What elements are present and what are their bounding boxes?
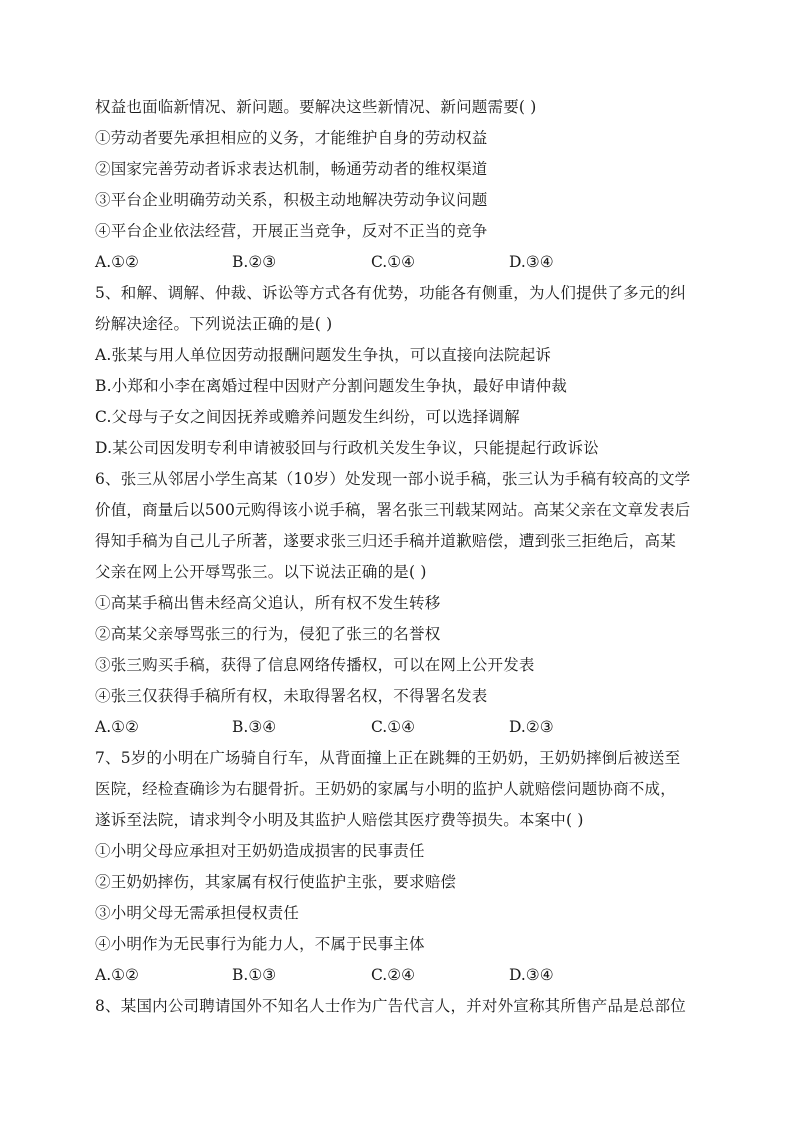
q6-statement-2: ②高某父亲辱骂张三的行为，侵犯了张三的名誉权: [95, 625, 441, 643]
q6-stem-line-2: 价值，商量后以500元购得该小说手稿，署名张三刊载某网站。高某父亲在文章发表后: [95, 501, 691, 519]
q6-option-b[interactable]: B.③④: [232, 718, 277, 736]
q7-statement-4: ④小明作为无民事行为能力人，不属于民事主体: [95, 935, 425, 953]
q5-option-d[interactable]: D.某公司因发明专利申请被驳回与行政机关发生争议，只能提起行政诉讼: [95, 439, 599, 457]
q4-statement-4: ④平台企业依法经营，开展正当竞争，反对不正当的竞争: [95, 222, 488, 240]
q6-statement-3: ③张三购买手稿，获得了信息网络传播权，可以在网上公开发表: [95, 656, 535, 674]
q4-statement-2: ②国家完善劳动者诉求表达机制，畅通劳动者的维权渠道: [95, 160, 488, 178]
q7-statement-3: ③小明父母无需承担侵权责任: [95, 904, 300, 922]
q7-option-c[interactable]: C.②④: [371, 966, 416, 984]
q5-option-b[interactable]: B.小郑和小李在离婚过程中因财产分割问题发生争执，最好申请仲裁: [95, 377, 568, 395]
q7-statement-1: ①小明父母应承担对王奶奶造成损害的民事责任: [95, 842, 425, 860]
q4-statement-3: ③平台企业明确劳动关系，积极主动地解决劳动争议问题: [95, 191, 488, 209]
q6-options-row: [95, 717, 705, 737]
q4-option-b[interactable]: B.②③: [232, 253, 277, 271]
q5-option-c[interactable]: C.父母与子女之间因抚养或赡养问题发生纠纷，可以选择调解: [95, 408, 520, 426]
q4-option-a[interactable]: A.①②: [95, 253, 139, 271]
q7-stem-line-2: 医院，经检查确诊为右腿骨折。王奶奶的家属与小明的监护人就赔偿问题协商不成，: [95, 780, 676, 798]
q6-option-c[interactable]: C.①④: [371, 718, 416, 736]
q5-stem-line-2: 纷解决途径。下列说法正确的是( ): [95, 315, 333, 333]
q6-option-d[interactable]: D.②③: [509, 718, 554, 736]
q5-option-a[interactable]: A.张某与用人单位因劳动报酬问题发生争执，可以直接向法院起诉: [95, 346, 552, 364]
q6-stem-line-3: 得知手稿为自己儿子所著，遂要求张三归还手稿并道歉赔偿，遭到张三拒绝后，高某: [95, 532, 676, 550]
q6-stem-line-4: 父亲在网上公开辱骂张三。以下说法正确的是( ): [95, 563, 427, 581]
q7-stem-line-1: 7、5岁的小明在广场骑自行车，从背面撞上正在跳舞的王奶奶，王奶奶摔倒后被送至: [95, 749, 681, 767]
q7-option-a[interactable]: A.①②: [95, 966, 139, 984]
q7-stem-line-3: 遂诉至法院，请求判令小明及其监护人赔偿其医疗费等损失。本案中( ): [95, 811, 584, 829]
q6-stem-line-1: 6、张三从邻居小学生高某（10岁）处发现一部小说手稿，张三认为手稿有较高的文学: [95, 470, 691, 488]
q8-stem-line-1: 8、某国内公司聘请国外不知名人士作为广告代言人，并对外宣称其所售产品是总部位: [95, 997, 686, 1015]
q6-statement-4: ④张三仅获得手稿所有权，未取得署名权，不得署名发表: [95, 687, 488, 705]
q4-options-row: [95, 252, 705, 272]
q7-options-row: [95, 965, 705, 985]
q5-stem-line-1: 5、和解、调解、仲裁、诉讼等方式各有优势，功能各有侧重，为人们提供了多元的纠: [95, 284, 686, 302]
q7-option-b[interactable]: B.①③: [232, 966, 277, 984]
q4-stem-line: 权益也面临新情况、新问题。要解决这些新情况、新问题需要( ): [95, 98, 537, 116]
q6-statement-1: ①高某手稿出售未经高父追认，所有权不发生转移: [95, 594, 441, 612]
q4-option-d[interactable]: D.③④: [509, 253, 554, 271]
q4-statement-1: ①劳动者要先承担相应的义务，才能维护自身的劳动权益: [95, 129, 488, 147]
q6-option-a[interactable]: A.①②: [95, 718, 139, 736]
q7-statement-2: ②王奶奶摔伤，其家属有权行使监护主张，要求赔偿: [95, 873, 457, 891]
q4-option-c[interactable]: C.①④: [371, 253, 416, 271]
q7-option-d[interactable]: D.③④: [509, 966, 554, 984]
